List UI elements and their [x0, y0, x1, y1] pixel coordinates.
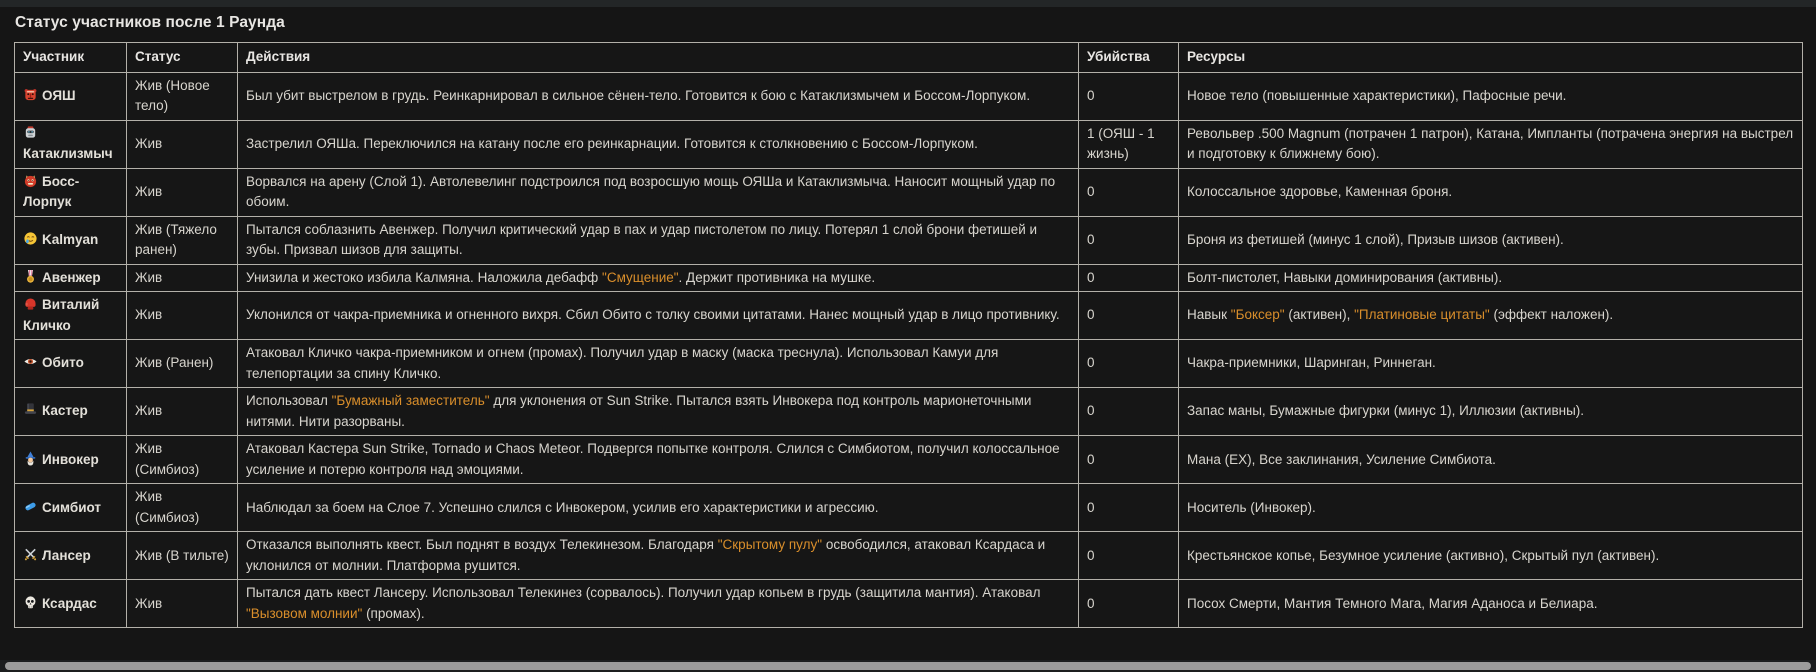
status-cell: Жив (Новое тело)	[127, 72, 238, 120]
status-cell: Жив (Ранен)	[127, 340, 238, 388]
participant-name: Ксардас	[42, 595, 97, 611]
resources-cell: Колоссальное здоровье, Каменная броня.	[1179, 168, 1803, 216]
blue-capsule-icon	[23, 500, 38, 515]
participant-cell	[15, 292, 127, 340]
table-body	[15, 72, 1803, 628]
inline-link[interactable]: "Платиновые цитаты"	[1354, 307, 1490, 323]
inline-link[interactable]: "Вызовом молнии"	[246, 605, 363, 621]
table-row	[15, 72, 1803, 120]
kills-cell: 0	[1079, 388, 1179, 436]
status-cell: Жив (Симбиоз)	[127, 436, 238, 484]
resources-cell: Посох Смерти, Мантия Темного Мага, Магия Аданоса и Белиара.	[1179, 580, 1803, 628]
inline-link[interactable]: "Боксер"	[1230, 307, 1285, 323]
status-cell: Жив	[127, 292, 238, 340]
scrollbar-thumb[interactable]	[5, 662, 1811, 670]
column-header-3: Убийства	[1079, 43, 1179, 73]
inline-link[interactable]: "Бумажный заместитель"	[331, 393, 490, 409]
kills-cell: 0	[1079, 436, 1179, 484]
column-header-1: Статус	[127, 43, 238, 73]
resources-cell: Новое тело (повышенные характеристики), Пафосные речи.	[1179, 72, 1803, 120]
participant-name: Кастер	[42, 403, 88, 419]
participant-cell	[15, 532, 127, 580]
participant-name: Обито	[42, 355, 84, 371]
resources-cell: Чакра-приемники, Шаринган, Риннеган.	[1179, 340, 1803, 388]
top-hat-icon	[23, 403, 38, 418]
actions-cell: Пытался дать квест Лансеру. Использовал Телекинез (сорвалось). Получил удар копьем в грудь (защитила мантия). Атаковал "Вызовом молнии" (промах).	[238, 580, 1079, 628]
actions-cell: Был убит выстрелом в грудь. Реинкарнировал в сильное сёнен-тело. Готовится к бою с Катаклизмычем и Боссом-Лорпуком.	[238, 72, 1079, 120]
top-edge-strip	[0, 0, 1816, 7]
participant-name: Босс-Лорпук	[23, 173, 80, 210]
kills-cell: 0	[1079, 580, 1179, 628]
oni-mask-icon	[23, 88, 38, 103]
actions-cell: Наблюдал за боем на Слое 7. Успешно слился с Инвокером, усилив его характеристики и агрессию.	[238, 484, 1079, 532]
resources-cell: Болт-пистолет, Навыки доминирования (активны).	[1179, 264, 1803, 292]
skull-icon	[23, 596, 38, 611]
kills-cell: 0	[1079, 340, 1179, 388]
participant-cell	[15, 264, 127, 292]
participant-cell	[15, 168, 127, 216]
ogre-icon	[23, 174, 38, 189]
table-row	[15, 168, 1803, 216]
resources-cell: Крестьянское копье, Безумное усиление (активно), Скрытый пул (активен).	[1179, 532, 1803, 580]
table-row	[15, 436, 1803, 484]
table-header-row	[15, 43, 1803, 73]
eye-icon	[23, 355, 38, 370]
status-cell: Жив (Тяжело ранен)	[127, 216, 238, 264]
participant-name: Катаклизмыч	[23, 146, 113, 162]
participant-cell	[15, 436, 127, 484]
table-row	[15, 292, 1803, 340]
participant-cell	[15, 120, 127, 168]
actions-cell: Использовал "Бумажный заместитель" для уклонения от Sun Strike. Пытался взять Инвокера под контроль марионеточными нитями. Нити разорваны.	[238, 388, 1079, 436]
status-cell: Жив (В тильте)	[127, 532, 238, 580]
status-cell: Жив	[127, 388, 238, 436]
horizontal-scrollbar[interactable]	[0, 660, 1816, 672]
table-row	[15, 484, 1803, 532]
participant-name: Инвокер	[42, 451, 99, 467]
actions-cell: Пытался соблазнить Авенжер. Получил критический удар в пах и удар пистолетом по лицу. Потерял 1 слой брони фетишей и зубы. Призвал шизов для защиты.	[238, 216, 1079, 264]
mage-icon	[23, 452, 38, 467]
participant-name: Виталий Кличко	[23, 297, 100, 333]
page-title: Статус участников после 1 Раунда	[15, 14, 285, 31]
inline-link[interactable]: "Скрытому пулу"	[717, 537, 823, 553]
resources-cell: Носитель (Инвокер).	[1179, 484, 1803, 532]
table-row	[15, 264, 1803, 292]
status-cell: Жив (Симбиоз)	[127, 484, 238, 532]
actions-cell: Ворвался на арену (Слой 1). Автолевелинг подстроился под возросшую мощь ОЯШа и Катаклизмыча. Наносит мощный удар по обоим.	[238, 168, 1079, 216]
kills-cell: 0	[1079, 532, 1179, 580]
table-row	[15, 340, 1803, 388]
participant-name: Авенжер	[42, 269, 101, 285]
resources-cell: Навык "Боксер" (активен), "Платиновые цитаты" (эффект наложен).	[1179, 292, 1803, 340]
drooling-face-icon	[23, 232, 38, 247]
kills-cell: 1 (ОЯШ - 1 жизнь)	[1079, 120, 1179, 168]
actions-cell: Уклонился от чакра-приемника и огненного вихря. Сбил Обито с толку своими цитатами. Нанес мощный удар в лицо противнику.	[238, 292, 1079, 340]
participant-cell	[15, 72, 127, 120]
kills-cell: 0	[1079, 216, 1179, 264]
status-cell: Жив	[127, 120, 238, 168]
kills-cell: 0	[1079, 292, 1179, 340]
participant-name: Kalmyan	[42, 231, 99, 247]
actions-cell: Отказался выполнять квест. Был поднят в воздух Телекинезом. Благодаря "Скрытому пулу" освободился, атаковал Ксардаса и уклонился от молнии. Платформа рушится.	[238, 532, 1079, 580]
actions-cell: Атаковал Кастера Sun Strike, Tornado и Chaos Meteor. Подвергся попытке контроля. Слился с Симбиотом, получил колоссальное усиление и потерю контроля над эмоциями.	[238, 436, 1079, 484]
actions-cell: Унизила и жестоко избила Калмяна. Наложила дебафф "Смущение". Держит противника на мушке.	[238, 264, 1079, 292]
header-row	[15, 43, 1803, 73]
resources-cell: Револьвер .500 Magnum (потрачен 1 патрон), Катана, Импланты (потрачена энергия на выстрел и подготовку к ближнему бою).	[1179, 120, 1803, 168]
status-cell: Жив	[127, 580, 238, 628]
resources-cell: Запас маны, Бумажные фигурки (минус 1), Иллюзии (активны).	[1179, 388, 1803, 436]
table-row	[15, 532, 1803, 580]
column-header-0: Участник	[15, 43, 127, 73]
table-row	[15, 388, 1803, 436]
participant-name: Симбиот	[42, 499, 102, 515]
status-table	[14, 42, 1803, 628]
kills-cell: 0	[1079, 484, 1179, 532]
kills-cell: 0	[1079, 168, 1179, 216]
participant-cell	[15, 388, 127, 436]
participant-cell	[15, 484, 127, 532]
participant-cell	[15, 580, 127, 628]
boxing-glove-icon	[23, 297, 38, 312]
actions-cell: Застрелил ОЯШа. Переключился на катану после его реинкарнации. Готовится к столкновению с Боссом-Лорпуком.	[238, 120, 1079, 168]
column-header-2: Действия	[238, 43, 1079, 73]
resources-cell: Броня из фетишей (минус 1 слой), Призыв шизов (активен).	[1179, 216, 1803, 264]
kills-cell: 0	[1079, 264, 1179, 292]
participant-cell	[15, 216, 127, 264]
participant-cell	[15, 340, 127, 388]
robot-icon	[23, 126, 38, 141]
participant-name: Лансер	[42, 547, 91, 563]
status-cell: Жив	[127, 168, 238, 216]
resources-cell: Мана (EX), Все заклинания, Усиление Симбиота.	[1179, 436, 1803, 484]
main-content	[0, 7, 1816, 628]
table-row	[15, 120, 1803, 168]
crossed-swords-icon	[23, 548, 38, 563]
inline-link[interactable]: "Смущение"	[602, 269, 679, 285]
medal-icon	[23, 270, 38, 285]
participant-name: ОЯШ	[42, 87, 76, 103]
table-row	[15, 580, 1803, 628]
kills-cell: 0	[1079, 72, 1179, 120]
status-cell: Жив	[127, 264, 238, 292]
table-row	[15, 216, 1803, 264]
column-header-4: Ресурсы	[1179, 43, 1803, 73]
actions-cell: Атаковал Кличко чакра-приемником и огнем (промах). Получил удар в маску (маска треснула). Использовал Камуи для телепортации за спину Кличко.	[238, 340, 1079, 388]
